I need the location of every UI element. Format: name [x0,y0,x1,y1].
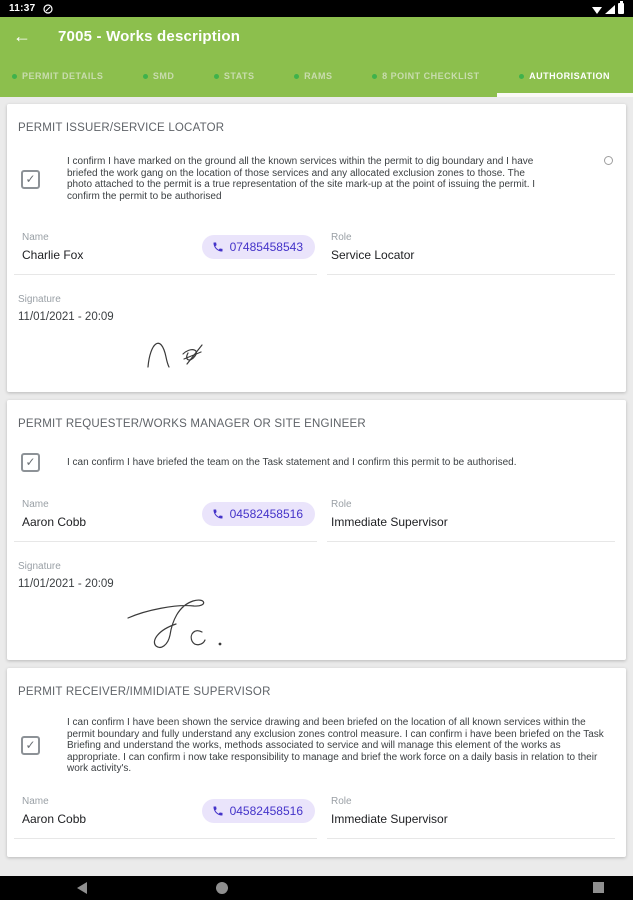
signature-date: 11/01/2021 - 20:09 [18,578,114,590]
name-block [22,796,86,826]
tab-permit-details[interactable] [12,71,103,81]
phone-icon [212,241,224,253]
scroll-content[interactable] [0,97,633,876]
tab-status-dot [294,74,299,79]
permit-requester-card [7,400,626,660]
name-field [14,796,317,839]
back-arrow-icon[interactable]: ← [13,26,31,46]
tab-label: AUTHORISATION [529,71,610,81]
name-field [14,499,317,542]
phone-number: 04582458516 [229,507,303,521]
fields-row [18,499,615,542]
role-field [327,499,615,542]
role-field [327,232,615,275]
tab-status-dot [372,74,377,79]
app-bar [0,17,633,55]
permit-issuer-card [7,104,626,392]
name-block [22,232,83,262]
fields-row [18,232,615,275]
name-value: Charlie Fox [22,248,84,263]
tab-bar [0,55,633,97]
fields-row [18,796,615,839]
checkbox-checked[interactable]: ✓ [21,736,40,755]
name-value: Aaron Cobb [22,811,87,826]
signature-drawing [140,327,220,371]
signature-block [18,294,615,371]
name-label: Name [22,795,49,807]
status-icons [592,3,624,14]
wifi-icon [592,6,602,14]
phone-chip[interactable] [202,502,315,526]
phone-chip[interactable] [202,235,315,259]
phone-chip[interactable] [202,799,315,823]
confirmation-row [18,453,615,472]
signature-label: Signature [18,294,61,306]
tab-8-point-checklist[interactable] [372,71,480,81]
signature-date: 11/01/2021 - 20:09 [18,311,114,324]
signature-drawing [120,592,250,650]
phone-number: 07485458543 [229,240,303,255]
nav-back-button[interactable] [77,882,87,894]
role-value: Immediate Supervisor [331,515,448,529]
confirmation-text: I can confirm I have been shown the service drawing and been briefed on the location of all known services within the permit boundary and fully understand any exclusion zones control measure. I can confirm i have been briefed on the Task Briefing and understand the works, methods associated to service and will manage this element of the works as appropriate. I can confirm i now take responsibility to manage and brief the work force on a daily basis in relation to their work activity's. [67,717,604,775]
selected-tab-indicator [497,93,633,97]
tab-label: RAMS [304,71,333,81]
name-block [22,499,86,529]
tab-label: 8 POINT CHECKLIST [382,71,480,81]
permit-receiver-card [7,668,626,857]
role-label: Role [331,232,352,244]
page-title: 7005 - Works description [58,27,241,45]
info-icon[interactable] [604,156,613,165]
name-value: Aaron Cobb [22,515,87,529]
battery-icon [618,3,624,14]
tab-label: PERMIT DETAILS [22,71,104,81]
tab-status-dot [143,74,148,79]
tab-status-dot [214,74,219,79]
section-title: PERMIT RECEIVER/IMMIDIATE SUPERVISOR [18,686,271,698]
notification-icon [43,4,53,14]
checkbox-checked[interactable]: ✓ [21,453,40,472]
nav-recents-button[interactable] [593,882,604,893]
confirmation-text: I confirm I have marked on the ground all the known services within the permit to dig boundary and I have briefed the work gang on the location of those services and any allocated exclusion zones to those. The photo attached to the permit is a true representation of the site mark-up at the point of issuing the permit. I confirm the permit to be authorised [67,156,536,202]
tab-status-dot [519,74,524,79]
confirmation-row [18,717,615,775]
confirmation-row [18,156,615,202]
tab-label: SMD [152,71,175,81]
signature-label: Signature [18,561,61,572]
status-bar [0,0,633,17]
role-label: Role [331,795,352,807]
phone-icon [212,805,224,817]
role-field [327,796,615,839]
section-title: PERMIT REQUESTER/WORKS MANAGER OR SITE ENGINEER [18,418,366,430]
cellular-signal-icon [605,5,615,14]
tab-rams[interactable] [294,71,333,81]
nav-home-button[interactable] [216,882,228,894]
role-label: Role [331,499,352,510]
name-label: Name [22,232,49,244]
phone-number: 04582458516 [229,803,303,818]
tab-status-dot [12,74,17,79]
section-title: PERMIT ISSUER/SERVICE LOCATOR [18,122,225,134]
tab-label: STATS [223,71,255,81]
signature-block [18,561,615,650]
status-time: 11:37 [9,3,36,14]
tab-stats[interactable] [214,71,255,81]
android-nav-bar [0,876,633,900]
role-value: Immediate Supervisor [331,811,448,826]
role-value: Service Locator [331,248,415,263]
phone-icon [212,508,224,520]
tab-authorisation[interactable] [519,71,610,81]
confirmation-text: I can confirm I have briefed the team on the Task statement and I confirm this permit to be authorised. [67,456,517,468]
tab-smd[interactable] [143,71,175,81]
checkbox-checked[interactable]: ✓ [21,170,40,189]
name-label: Name [22,499,49,510]
name-field [14,232,317,275]
